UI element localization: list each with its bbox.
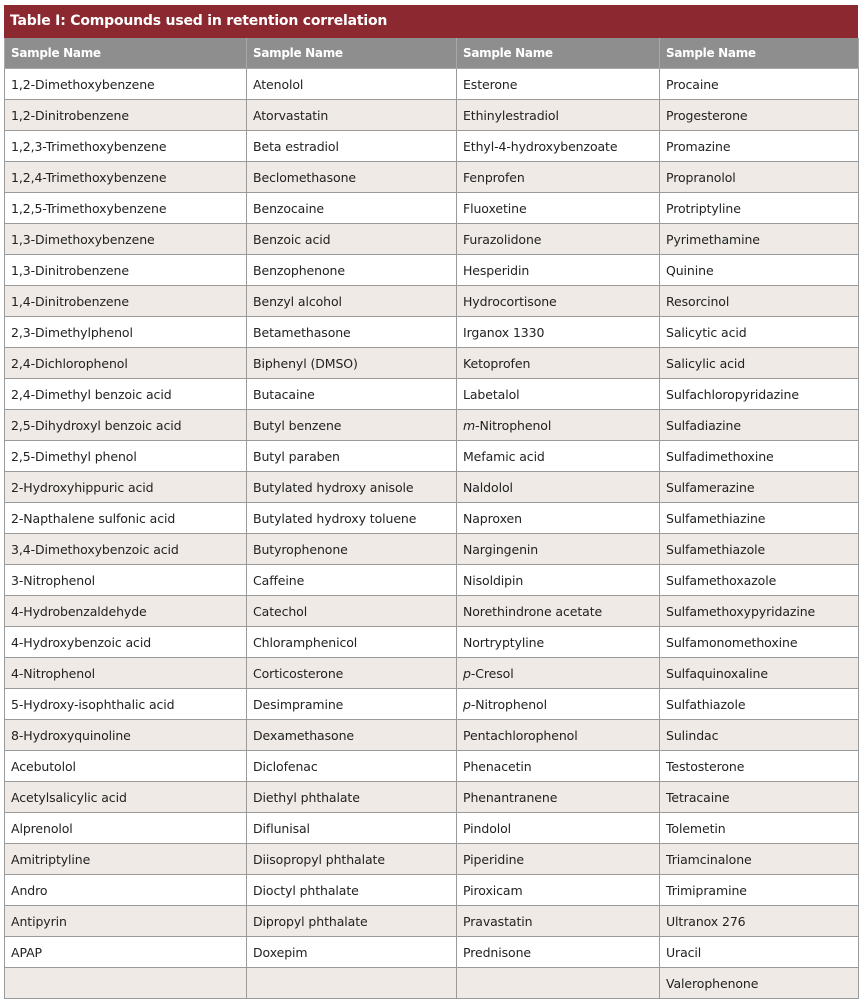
table-cell: Sulfachloropyridazine [660,379,859,410]
table-cell: Pentachlorophenol [457,720,660,751]
column-header: Sample Name [247,38,457,69]
table-cell [457,968,660,999]
table-cell: Ketoprofen [457,348,660,379]
table-row [5,689,859,720]
table-row [5,627,859,658]
table-cell: 1,3-Dinitrobenzene [5,255,247,286]
table-cell: Promazine [660,131,859,162]
table-cell: Diflunisal [247,813,457,844]
table-cell: 1,4-Dinitrobenzene [5,286,247,317]
table-row [5,875,859,906]
table-row [5,937,859,968]
table-cell: Diclofenac [247,751,457,782]
table-cell: Desimpramine [247,689,457,720]
table-cell: Piperidine [457,844,660,875]
table-cell: Labetalol [457,379,660,410]
table-cell: Doxepim [247,937,457,968]
table-cell: Furazolidone [457,224,660,255]
table-cell: 2,5-Dimethyl phenol [5,441,247,472]
table-row [5,658,859,689]
table-row [5,410,859,441]
table-row [5,379,859,410]
table-cell: Sulfaquinoxaline [660,658,859,689]
table-row [5,472,859,503]
table-cell: Butacaine [247,379,457,410]
table-cell: Procaine [660,69,859,100]
table-cell: Beta estradiol [247,131,457,162]
table-cell: Naproxen [457,503,660,534]
table-cell: Dipropyl phthalate [247,906,457,937]
table-row [5,69,859,100]
table-row [5,813,859,844]
table-cell: Sulfathiazole [660,689,859,720]
table-cell: Naldolol [457,472,660,503]
table-cell: 1,2-Dimethoxybenzene [5,69,247,100]
table-cell: Nargingenin [457,534,660,565]
table-cell: 1,2,3-Trimethoxybenzene [5,131,247,162]
table-cell: m-Nitrophenol [457,410,660,441]
table-cell: Acetylsalicylic acid [5,782,247,813]
table-cell: Resorcinol [660,286,859,317]
table-cell: Benzocaine [247,193,457,224]
table-cell: Fenprofen [457,162,660,193]
table-cell: Nisoldipin [457,565,660,596]
table-row [5,224,859,255]
table-cell: Triamcinalone [660,844,859,875]
table-cell: Sulfamonomethoxine [660,627,859,658]
table-cell: Atorvastatin [247,100,457,131]
table-cell [5,968,247,999]
table-cell: Sulfamethoxazole [660,565,859,596]
table-cell: Nortryptyline [457,627,660,658]
table-cell: 2,4-Dimethyl benzoic acid [5,379,247,410]
table-row [5,100,859,131]
table-cell: 1,2,4-Trimethoxybenzene [5,162,247,193]
table-row [5,968,859,999]
table-cell: Norethindrone acetate [457,596,660,627]
table-row [5,441,859,472]
table-cell: Dioctyl phthalate [247,875,457,906]
table-row [5,503,859,534]
column-header: Sample Name [660,38,859,69]
table-cell: Valerophenone [660,968,859,999]
table-cell: 1,3-Dimethoxybenzene [5,224,247,255]
compounds-table-container [4,5,858,999]
table-cell: Tetracaine [660,782,859,813]
table-cell: Antipyrin [5,906,247,937]
table-title: Table I: Compounds used in retention correlation [4,5,858,38]
table-row [5,906,859,937]
table-cell: Sulfamerazine [660,472,859,503]
table-cell: Phenacetin [457,751,660,782]
table-cell: Amitriptyline [5,844,247,875]
table-cell: Sulfadimethoxine [660,441,859,472]
table-cell: p-Cresol [457,658,660,689]
compounds-table [4,38,859,999]
table-cell: Caffeine [247,565,457,596]
table-cell: Butyrophenone [247,534,457,565]
table-cell: Corticosterone [247,658,457,689]
table-cell: Dexamethasone [247,720,457,751]
table-cell: Diethyl phthalate [247,782,457,813]
table-cell: Atenolol [247,69,457,100]
table-row [5,193,859,224]
table-cell: 1,2-Dinitrobenzene [5,100,247,131]
table-row [5,255,859,286]
table-cell: 3,4-Dimethoxybenzoic acid [5,534,247,565]
table-cell: Propranolol [660,162,859,193]
table-cell: Prednisone [457,937,660,968]
table-row [5,534,859,565]
column-header: Sample Name [457,38,660,69]
table-cell: Betamethasone [247,317,457,348]
table-cell: 3-Nitrophenol [5,565,247,596]
table-cell: Pindolol [457,813,660,844]
table-cell: Testosterone [660,751,859,782]
table-cell: 1,2,5-Trimethoxybenzene [5,193,247,224]
table-cell: Pravastatin [457,906,660,937]
table-body [5,69,859,999]
table-row [5,317,859,348]
table-cell: 4-Hydrobenzaldehyde [5,596,247,627]
table-cell: Salicytic acid [660,317,859,348]
table-cell: Sulfamethoxypyridazine [660,596,859,627]
table-cell: Acebutolol [5,751,247,782]
table-cell: 2-Hydroxyhippuric acid [5,472,247,503]
table-row [5,286,859,317]
table-cell: Hydrocortisone [457,286,660,317]
table-cell: 2,4-Dichlorophenol [5,348,247,379]
table-cell: Fluoxetine [457,193,660,224]
table-cell: 5-Hydroxy-isophthalic acid [5,689,247,720]
table-cell: Sulfadiazine [660,410,859,441]
table-cell: 4-Nitrophenol [5,658,247,689]
table-row [5,162,859,193]
table-cell: Progesterone [660,100,859,131]
table-cell: Alprenolol [5,813,247,844]
table-cell: Uracil [660,937,859,968]
table-cell: Ethyl-4-hydroxybenzoate [457,131,660,162]
table-cell: Ultranox 276 [660,906,859,937]
table-cell: 2,3-Dimethylphenol [5,317,247,348]
table-cell: Butyl benzene [247,410,457,441]
table-cell: 8-Hydroxyquinoline [5,720,247,751]
table-cell [247,968,457,999]
table-cell: Beclomethasone [247,162,457,193]
table-cell: Ethinylestradiol [457,100,660,131]
table-cell: Sulfamethiazole [660,534,859,565]
header-row [5,38,859,69]
table-row [5,348,859,379]
table-cell: p-Nitrophenol [457,689,660,720]
table-cell: Chloramphenicol [247,627,457,658]
table-cell: Phenantranene [457,782,660,813]
table-row [5,565,859,596]
table-cell: Butylated hydroxy anisole [247,472,457,503]
table-cell: Andro [5,875,247,906]
table-row [5,596,859,627]
table-cell: Catechol [247,596,457,627]
table-cell: Trimipramine [660,875,859,906]
table-cell: Quinine [660,255,859,286]
table-cell: 2,5-Dihydroxyl benzoic acid [5,410,247,441]
table-cell: Benzoic acid [247,224,457,255]
table-cell: Diisopropyl phthalate [247,844,457,875]
table-row [5,782,859,813]
table-cell: Piroxicam [457,875,660,906]
table-cell: Hesperidin [457,255,660,286]
table-cell: 4-Hydroxybenzoic acid [5,627,247,658]
table-row [5,720,859,751]
table-cell: Salicylic acid [660,348,859,379]
table-cell: Tolemetin [660,813,859,844]
table-cell: Protriptyline [660,193,859,224]
table-cell: APAP [5,937,247,968]
table-cell: Biphenyl (DMSO) [247,348,457,379]
table-cell: Irganox 1330 [457,317,660,348]
table-cell: Sulfamethiazine [660,503,859,534]
table-row [5,131,859,162]
table-cell: Benzophenone [247,255,457,286]
table-cell: Esterone [457,69,660,100]
table-cell: Pyrimethamine [660,224,859,255]
table-row [5,844,859,875]
column-header: Sample Name [5,38,247,69]
table-cell: 2-Napthalene sulfonic acid [5,503,247,534]
table-row [5,751,859,782]
table-cell: Butyl paraben [247,441,457,472]
table-cell: Sulindac [660,720,859,751]
table-cell: Butylated hydroxy toluene [247,503,457,534]
table-cell: Benzyl alcohol [247,286,457,317]
table-cell: Mefamic acid [457,441,660,472]
